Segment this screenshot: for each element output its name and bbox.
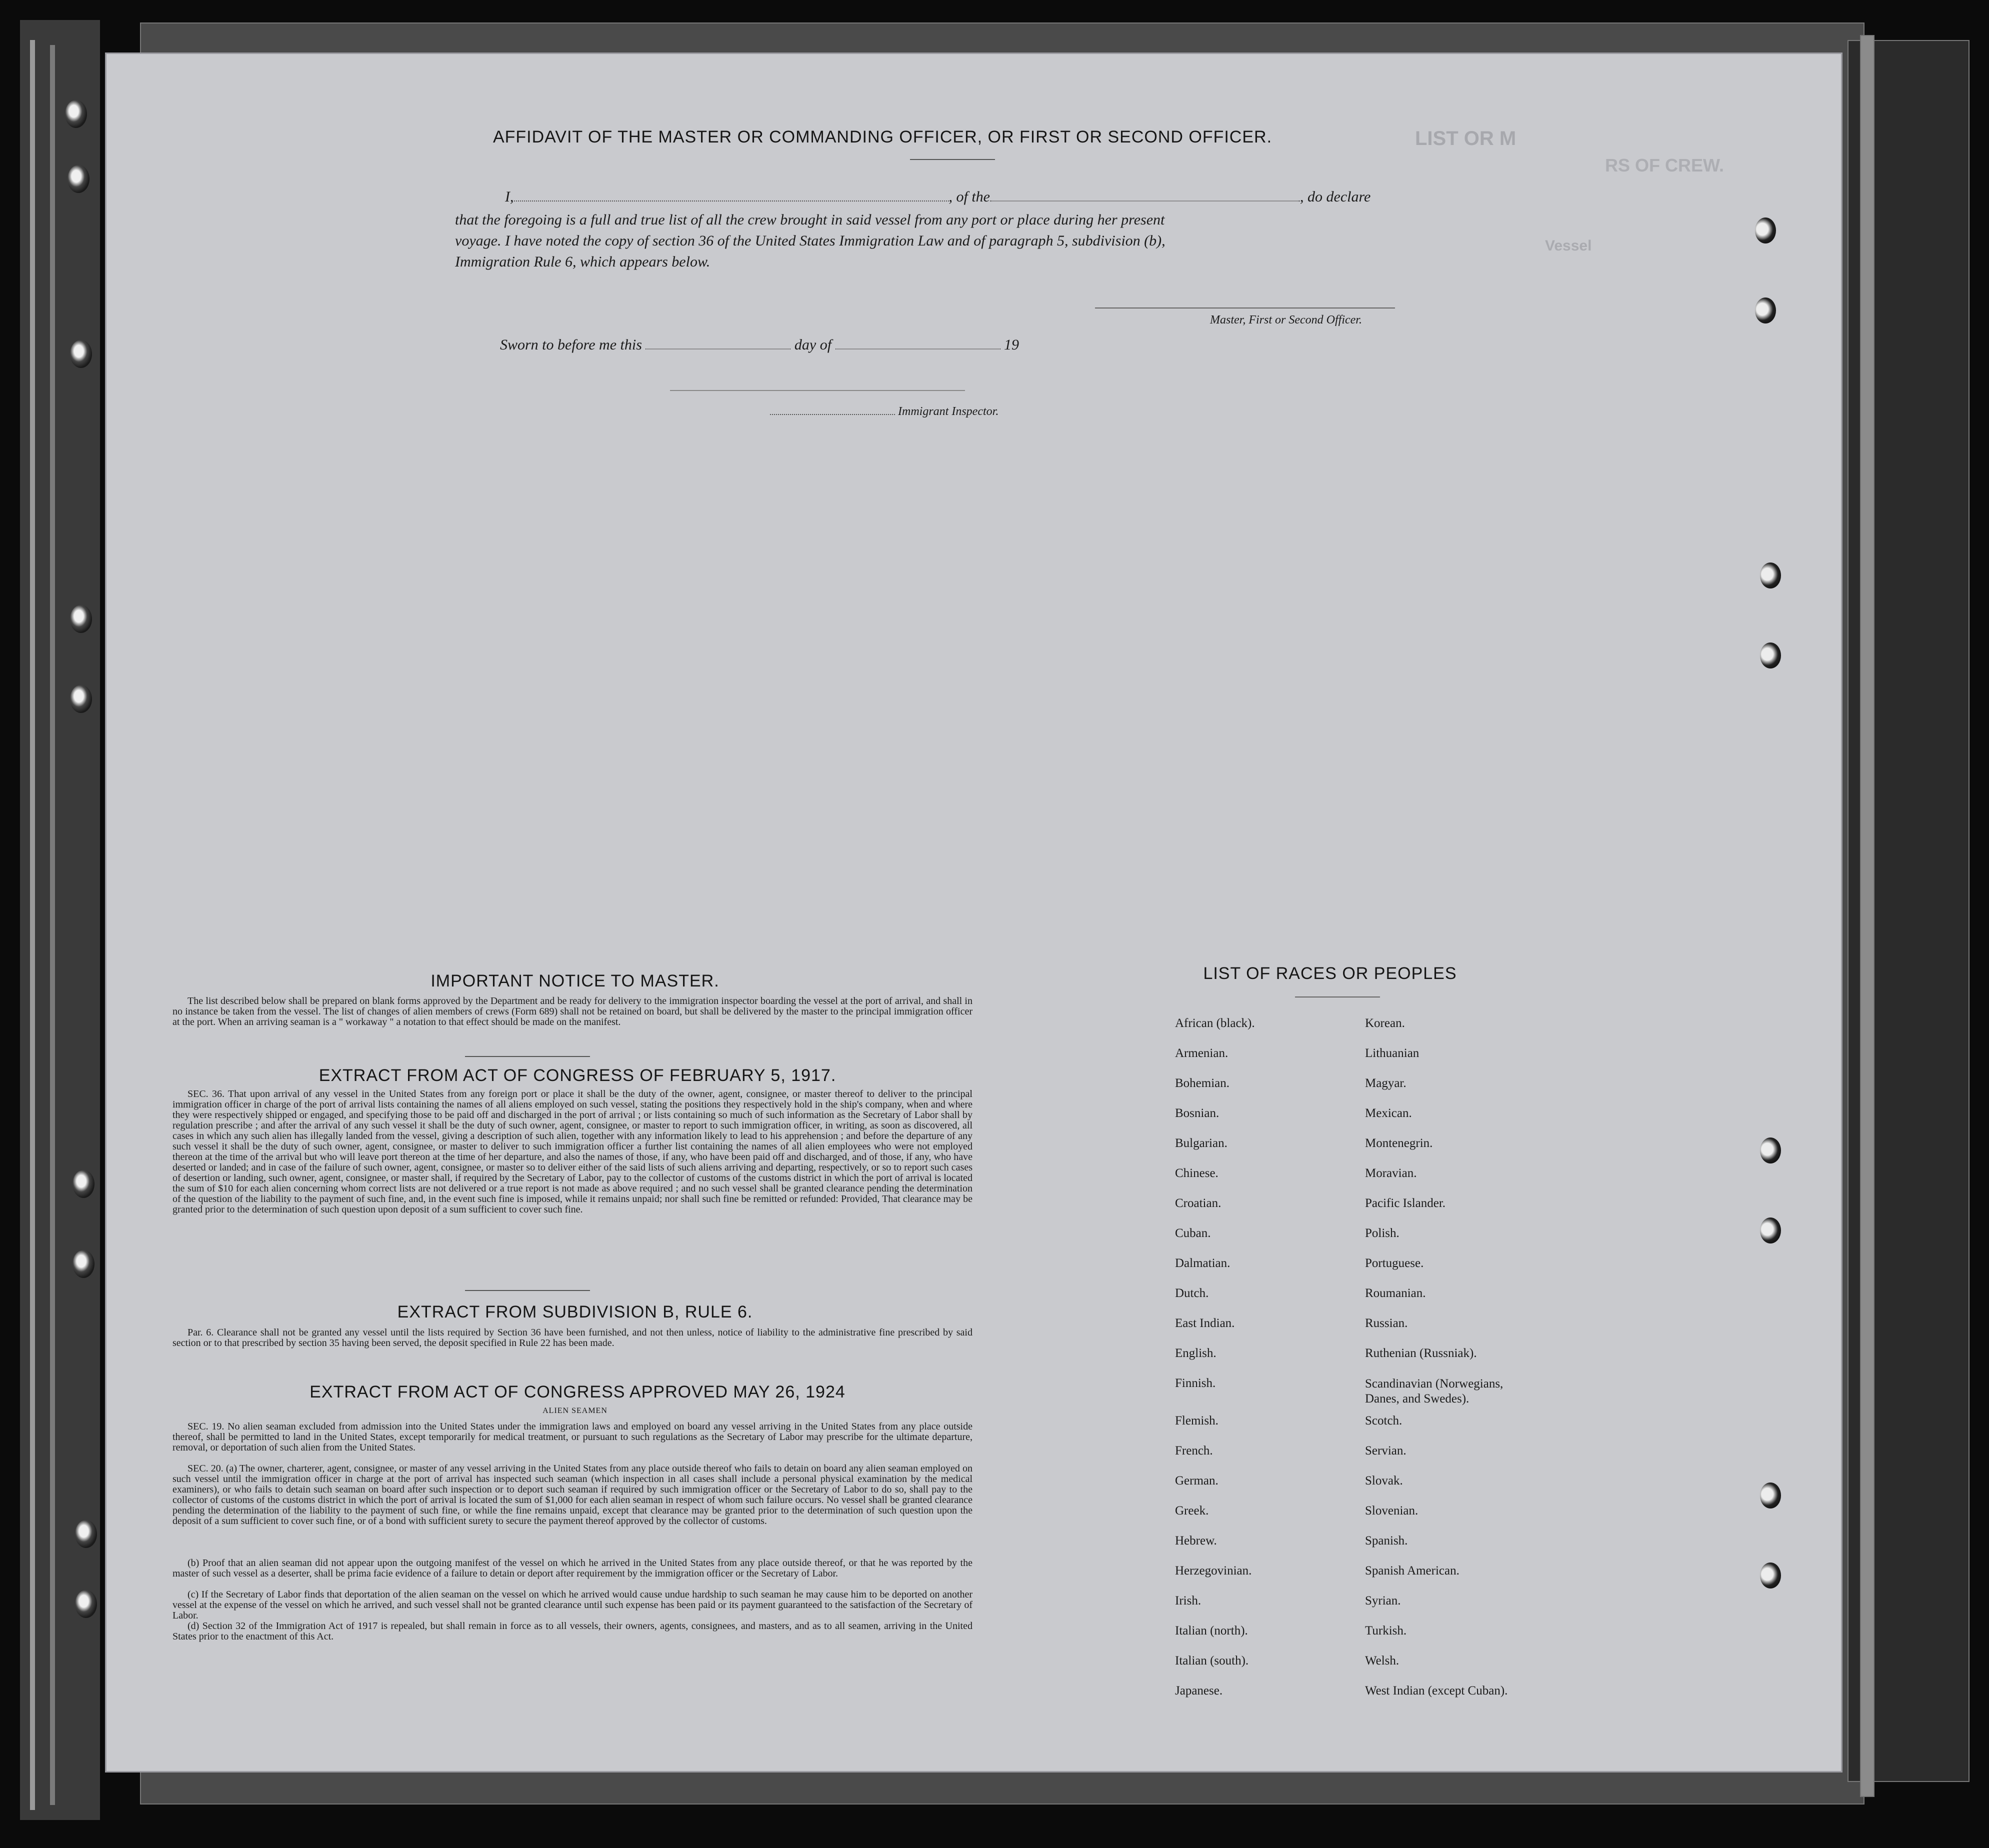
inspector-label: Immigrant Inspector.	[898, 405, 999, 418]
race-left: German.	[1175, 1474, 1218, 1488]
race-left: Irish.	[1175, 1594, 1202, 1608]
section-divider	[465, 1056, 590, 1057]
declaration-line-3: voyage. I have noted the copy of section 36 of the United States Immigration Law and of paragraph 5, subdivision (b),	[455, 232, 1166, 249]
declaration-line-4: Immigration Rule 6, which appears below.	[455, 254, 710, 270]
punch-hole-icon	[1760, 562, 1781, 588]
name-blank	[514, 200, 949, 202]
race-left: Dalmatian.	[1175, 1256, 1230, 1270]
race-right: Moravian.	[1365, 1166, 1417, 1180]
race-left: Greek.	[1175, 1504, 1209, 1518]
race-left: Chinese.	[1175, 1166, 1218, 1180]
month-blank	[836, 348, 1000, 350]
inspector-blank	[770, 414, 895, 415]
punch-hole-icon	[1760, 1562, 1781, 1588]
races-title: LIST OF RACES OR PEOPLES	[1203, 964, 1457, 983]
race-right: Spanish American.	[1365, 1564, 1460, 1578]
sec-19-text: SEC. 19. No alien seaman excluded from admission into the United States under the immigration laws and employed on board any vessel arriving in the United States from any place outside thereof, shall be permitted to land in the United States, except temporarily for medical treatment, or pursuant to such regulations as the Secretary of Labor may prescribe for the ultimate departure, removal, or deportation of such alien from the United States.	[172, 1421, 972, 1453]
race-right: West Indian (except Cuban).	[1365, 1684, 1508, 1698]
underlying-page	[1860, 35, 1874, 1797]
declaration-line-1	[505, 188, 1370, 206]
race-left: Dutch.	[1175, 1286, 1209, 1300]
race-right: Spanish.	[1365, 1534, 1408, 1548]
binding-ring-icon	[75, 1520, 97, 1548]
declaration-i: I,	[505, 188, 514, 205]
declaration-do-declare: , do declare	[1300, 188, 1371, 205]
sec-20d-text: (d) Section 32 of the Immigration Act of 1917 is repealed, but shall remain in force as to all vessels, their owners, agents, consignees, and masters, and as to all seamen, arriving in the United States prior to the enactment of this Act.	[172, 1620, 972, 1642]
sworn-label: Sworn to before me this	[500, 336, 642, 353]
vessel-blank	[990, 200, 1300, 202]
race-left: Armenian.	[1175, 1046, 1228, 1060]
binding-ring-icon	[65, 100, 87, 128]
extract-rule6-title: EXTRACT FROM SUBDIVISION B, RULE 6.	[397, 1302, 753, 1322]
race-right: Turkish.	[1365, 1624, 1407, 1638]
binding-ring-icon	[70, 685, 92, 713]
race-left: Cuban.	[1175, 1226, 1211, 1240]
race-right: Scotch.	[1365, 1414, 1402, 1428]
binding-ring-icon	[72, 1170, 94, 1198]
binding-edge	[50, 45, 55, 1805]
binding-ring-icon	[68, 165, 90, 193]
sworn-date-blank	[646, 348, 790, 350]
race-left: East Indian.	[1175, 1316, 1235, 1330]
race-right: Slovenian.	[1365, 1504, 1418, 1518]
race-left: Italian (north).	[1175, 1624, 1248, 1638]
races-title-underline	[1295, 996, 1380, 998]
extract-1924-subtitle: ALIEN SEAMEN	[542, 1406, 608, 1415]
punch-hole-icon	[1755, 298, 1776, 324]
inspector-signature-line	[670, 390, 965, 391]
day-of-label: day of	[794, 336, 832, 353]
race-right: Ruthenian (Russniak).	[1365, 1346, 1477, 1360]
affidavit-title: AFFIDAVIT OF THE MASTER OR COMMANDING OFFICER, OR FIRST OR SECOND OFFICER.	[492, 128, 1272, 146]
race-right: Welsh.	[1365, 1654, 1400, 1668]
race-right: Russian.	[1365, 1316, 1408, 1330]
extract-1917-text: SEC. 36. That upon arrival of any vessel in the United States from any foreign port or place it shall be the duty of the owner, agent, consignee, or master thereof to deliver to the principal immigration officer in charge of the port of arrival lists containing the names of all aliens employed on such vessel, stating the positions they respectively hold in the ship's company, when and where they were respectively shipped or engaged, and specifying those to be paid off and discharged in the port of arrival ; or lists containing so much of such information as the Secretary of Labor shall by regulation prescribe ; and after the arrival of any such vessel it shall be the duty of such owner, agent, consignee, or master to report to such immigration officer, in writing, as soon as discovered, all cases in which any such alien has illegally landed from the vessel, giving a description of such alien, together with any information likely to lead to his apprehension ; and before the departure of any such vessel it shall be the duty of such owner, agent, consignee, or master to deliver to such immigration officer a further list containing the names of all alien employees who were not employed thereon at the time of the arrival but who will leave port thereon at the time of her departure, and also the names of those, if any, who have been paid off and discharged, and of those, if any, who have deserted or landed; and in case of the failure of such owner, agent, consignee, or master so to deliver either of the said lists of such aliens arriving and departing, respectively, or so to report such cases of desertion or landing, such owner, agent, consignee, or master shall, if required by the Secretary of Labor, pay to the collector of customs of the customs district in which the port of arrival is located the sum of $10 for each alien concerning whom correct lists are not delivered or a true report is not made as above required ; and no such vessel shall be granted clearance pending the determination of the question of the liability to the payment of such fine, and, in the event such fine is imposed, while it remains unpaid; nor shall such fine be remitted or refunded: Provided, That clearance may be granted prior to the determination of such question upon deposit of a sum sufficient to cover such fine.	[172, 1088, 972, 1215]
race-left: Italian (south).	[1175, 1654, 1249, 1668]
race-right: Pacific Islander.	[1365, 1196, 1446, 1210]
race-left: Flemish.	[1175, 1414, 1218, 1428]
race-left: Finnish.	[1175, 1376, 1216, 1390]
race-left: Herzegovinian.	[1175, 1564, 1252, 1578]
sworn-line	[500, 336, 1019, 354]
declaration-line-2: that the foregoing is a full and true list of all the crew brought in said vessel from any port or place during her present	[455, 212, 1165, 228]
title-underline	[910, 159, 995, 160]
manifest-back-page	[105, 52, 1842, 1772]
race-right: Mexican.	[1365, 1106, 1412, 1120]
year-label: 19	[1004, 336, 1020, 353]
race-right: Polish.	[1365, 1226, 1400, 1240]
binding-ring-icon	[72, 1250, 94, 1278]
race-right: Roumanian.	[1365, 1286, 1426, 1300]
race-left: African (black).	[1175, 1016, 1255, 1030]
sec-20c-text: (c) If the Secretary of Labor finds that deportation of the alien seaman on the vessel on which he arrived would cause undue hardship to such seaman he may cause him to be deported on another vessel at the expense of the vessel on which he arrived, and such vessel shall not be granted clearance until such expense has been paid or its payment guaranteed to the satisfaction of the Secretary of Labor.	[172, 1589, 972, 1621]
binding-ring-icon	[70, 605, 92, 633]
extract-rule6-text: Par. 6. Clearance shall not be granted any vessel until the lists required by Section 36 have been furnished, and not then unless, notice of liability to the administrative fine prescribed by said section or to that prescribed by section 35 having been served, the deposit specified in Rule 22 has been made.	[172, 1327, 972, 1348]
binding-edge	[30, 40, 35, 1810]
sec-20b-text: (b) Proof that an alien seaman did not appear upon the outgoing manifest of the vessel on which he arrived in the United States from any place outside thereof, or that he was reported by the master of such vessel as a deserter, shall be prima facie evidence of a failure to detain or deport after requirement by the immigration officer or the Secretary of Labor.	[172, 1558, 972, 1579]
race-right: Syrian.	[1365, 1594, 1401, 1608]
binding-ring-icon	[70, 340, 92, 368]
master-signature-label: Master, First or Second Officer.	[1210, 314, 1362, 326]
sec-20a-text: SEC. 20. (a) The owner, charterer, agent, consignee, or master of any vessel arriving in the United States from any place outside thereof who fails to detain on board any alien seaman employed on such vessel until the immigration officer in charge at the port of arrival has inspected such seaman (which inspection in all cases shall include a personal physical examination by the medical examiners), or who fails to detain such seaman on board after such inspection or to deport such seaman if required by such immigration officer or the Secretary of Labor to do so, shall pay to the collector of customs of the customs district in which the port of arrival is located the sum of $1,000 for each alien seaman in respect of whom such failure occurs. No vessel shall be granted clearance pending the determination of the liability to the payment of such fine, or while the fine remains unpaid, except that clearance may be granted prior to the determination of such question upon the deposit of a sum sufficient to cover such fine, or of a bond with sufficient surety to secure the payment thereof approved by the collector of customs.	[172, 1463, 972, 1526]
race-left: Bulgarian.	[1175, 1136, 1228, 1150]
inspector-line	[770, 405, 998, 418]
race-right: Lithuanian	[1365, 1046, 1420, 1060]
race-left: Bohemian.	[1175, 1076, 1230, 1090]
punch-hole-icon	[1760, 642, 1781, 668]
section-divider	[465, 1290, 590, 1291]
race-right: Scandinavian (Norwegians, Danes, and Swedes).	[1365, 1377, 1504, 1406]
race-right: Montenegrin.	[1365, 1136, 1433, 1150]
notice-title: IMPORTANT NOTICE TO MASTER.	[430, 972, 720, 990]
race-left: Croatian.	[1175, 1196, 1222, 1210]
bleed-through-text: Vessel	[1545, 238, 1592, 254]
race-left: English.	[1175, 1346, 1216, 1360]
race-right: Portuguese.	[1365, 1256, 1424, 1270]
extract-1924-title: EXTRACT FROM ACT OF CONGRESS APPROVED MAY 26, 1924	[310, 1382, 846, 1402]
race-right: Magyar.	[1365, 1076, 1406, 1090]
extract-1917-title: EXTRACT FROM ACT OF CONGRESS OF FEBRUARY 5, 1917.	[318, 1066, 836, 1085]
bleed-through-text: LIST OR M	[1415, 128, 1516, 150]
race-right: Slovak.	[1365, 1474, 1403, 1488]
punch-hole-icon	[1760, 1218, 1781, 1244]
bleed-through-text: RS OF CREW.	[1605, 155, 1724, 176]
binding-ring-icon	[75, 1590, 97, 1618]
race-left: Bosnian.	[1175, 1106, 1220, 1120]
race-left: Hebrew.	[1175, 1534, 1217, 1548]
race-right: Servian.	[1365, 1444, 1406, 1458]
declaration-of-the: , of the	[948, 188, 990, 205]
punch-hole-icon	[1760, 1482, 1781, 1508]
race-right: Korean.	[1365, 1016, 1405, 1030]
notice-text: The list described below shall be prepared on blank forms approved by the Department and be ready for delivery to the immigration inspector boarding the vessel at the port of arrival, and shall in no instance be taken from the vessel. The list of changes of alien members of crews (Form 689) shall not be retained on board, but shall be delivered by the master to the principal immigration officer at the port. When an arriving seaman is a " workaway " a notation to that effect should be made on the manifest.	[172, 996, 972, 1028]
punch-hole-icon	[1760, 1138, 1781, 1164]
race-left: French.	[1175, 1444, 1213, 1458]
punch-hole-icon	[1755, 218, 1776, 244]
race-left: Japanese.	[1175, 1684, 1223, 1698]
